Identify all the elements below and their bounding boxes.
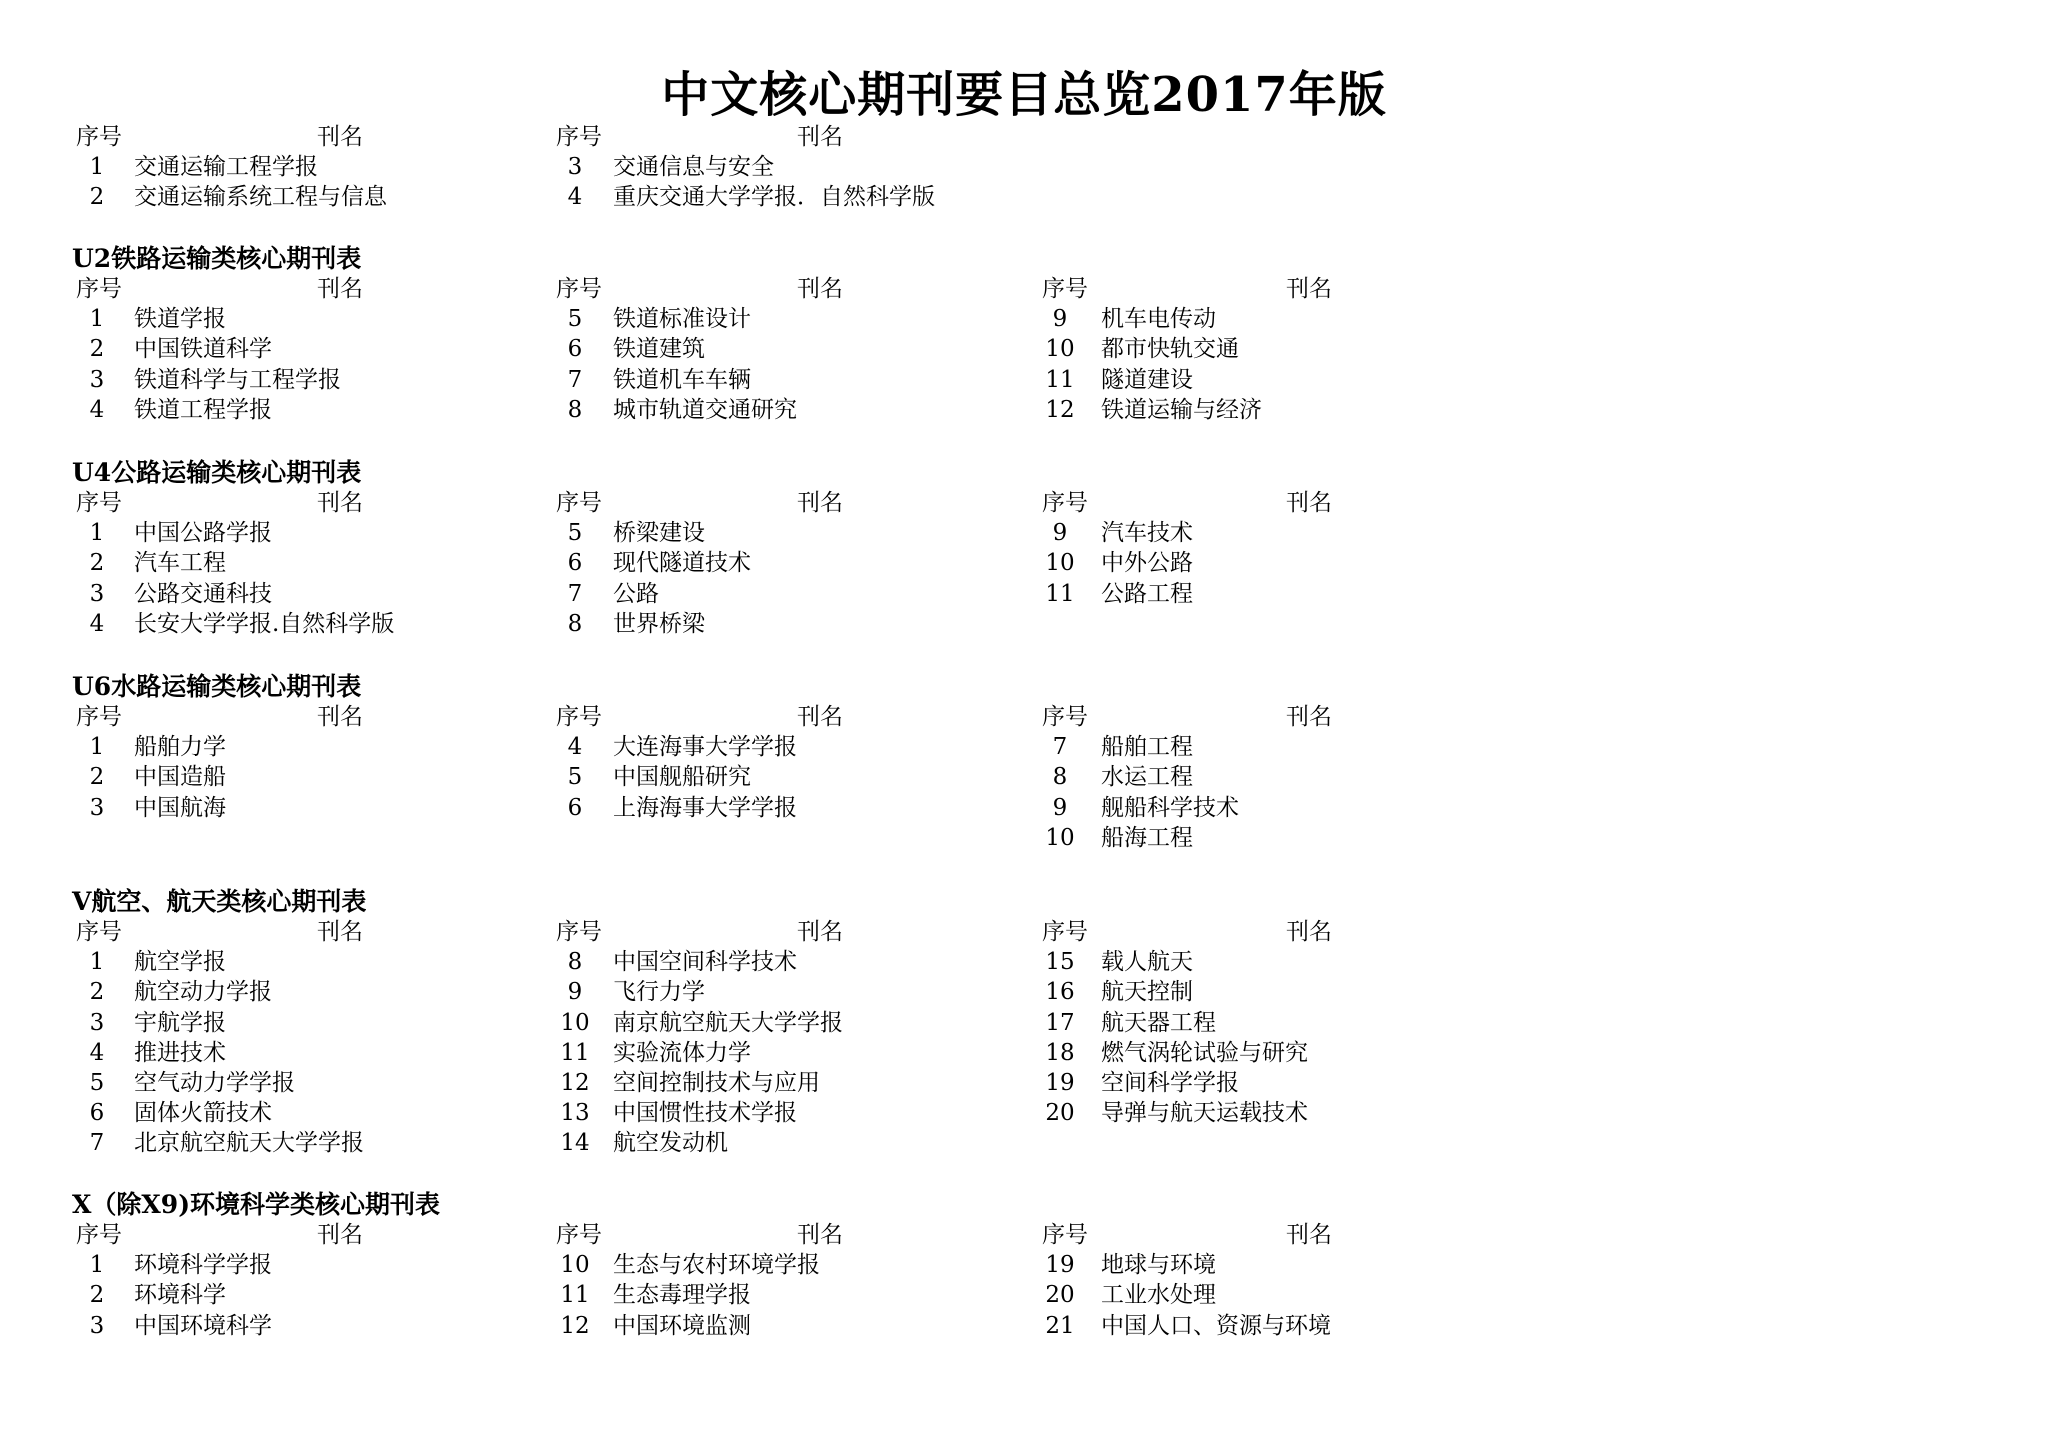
header-seq: 序号	[76, 124, 122, 150]
row-number: 11	[560, 1282, 590, 1309]
journal-name: 现代隧道技术	[613, 550, 751, 577]
journal-name: 地球与环境	[1101, 1252, 1216, 1279]
table-row	[72, 1068, 1452, 1098]
journal-name: 航空发动机	[613, 1130, 728, 1157]
header-name: 刊名	[317, 1222, 363, 1248]
header-name: 刊名	[317, 490, 363, 516]
journal-name: 铁道科学与工程学报	[134, 366, 341, 393]
journal-name: 长安大学学报.自然科学版	[134, 610, 395, 637]
row-number: 1	[89, 154, 105, 181]
header-name: 刊名	[317, 919, 363, 945]
table-header-row	[72, 488, 1452, 518]
journal-name: 世界桥梁	[613, 610, 705, 637]
journal-name: 燃气涡轮试验与研究	[1101, 1039, 1308, 1066]
row-number: 3	[89, 794, 105, 821]
table-row	[72, 1250, 1452, 1280]
journal-name: 环境科学	[134, 1282, 226, 1309]
row-number: 2	[89, 979, 105, 1006]
journal-name: 推进技术	[134, 1039, 226, 1066]
header-seq: 序号	[1042, 490, 1088, 516]
table-header-row	[72, 274, 1452, 304]
header-name: 刊名	[797, 276, 843, 302]
journal-section	[72, 244, 1452, 425]
journal-name: 铁道标准设计	[613, 306, 751, 333]
section-title: U2铁路运输类核心期刊表	[72, 244, 362, 273]
table-row	[72, 395, 1452, 425]
header-seq: 序号	[1042, 919, 1088, 945]
table-row	[72, 823, 1452, 853]
row-number: 5	[567, 764, 583, 791]
journal-name: 铁道运输与经济	[1101, 396, 1262, 423]
journal-name: 水运工程	[1101, 764, 1193, 791]
journal-name: 城市轨道交通研究	[613, 396, 797, 423]
row-number: 13	[560, 1100, 590, 1127]
journal-name: 飞行力学	[613, 979, 705, 1006]
row-number: 4	[89, 396, 105, 423]
row-number: 7	[567, 580, 583, 607]
journal-name: 中国人口、资源与环境	[1101, 1312, 1331, 1339]
row-number: 5	[89, 1069, 105, 1096]
row-number: 9	[1052, 306, 1068, 333]
header-name: 刊名	[1286, 704, 1332, 730]
row-number: 4	[89, 610, 105, 637]
journal-name: 中国公路学报	[134, 520, 272, 547]
journal-name: 北京航空航天大学学报	[134, 1130, 364, 1157]
row-number: 6	[567, 794, 583, 821]
header-name: 刊名	[797, 704, 843, 730]
journal-name: 船舶力学	[134, 734, 226, 761]
row-number: 8	[567, 396, 583, 423]
journal-name: 汽车技术	[1101, 520, 1193, 547]
journal-name: 铁道机车车辆	[613, 366, 751, 393]
journal-name: 实验流体力学	[613, 1039, 751, 1066]
journal-name: 交通信息与安全	[613, 154, 774, 181]
header-seq: 序号	[556, 276, 602, 302]
section-title: U6水路运输类核心期刊表	[72, 672, 362, 701]
journal-name: 交通运输工程学报	[134, 154, 318, 181]
journal-name: 空气动力学学报	[134, 1069, 295, 1096]
header-seq: 序号	[76, 276, 122, 302]
section-title: U4公路运输类核心期刊表	[72, 458, 362, 487]
journal-name: 船海工程	[1101, 824, 1193, 851]
journal-name: 宇航学报	[134, 1009, 226, 1036]
row-number: 12	[1045, 396, 1075, 423]
journal-name: 铁道建筑	[613, 336, 705, 363]
journal-name: 中国空间科学技术	[613, 949, 797, 976]
journal-name: 生态毒理学报	[613, 1282, 751, 1309]
header-seq: 序号	[556, 919, 602, 945]
table-header-row	[72, 1220, 1452, 1250]
header-seq: 序号	[1042, 704, 1088, 730]
journal-name: 空间控制技术与应用	[613, 1069, 820, 1096]
journal-name: 中国环境科学	[134, 1312, 272, 1339]
journal-name: 固体火箭技术	[134, 1100, 272, 1127]
table-header-row	[72, 122, 1452, 152]
row-number: 19	[1045, 1252, 1075, 1279]
journal-name: 隧道建设	[1101, 366, 1193, 393]
row-number: 10	[1045, 550, 1075, 577]
row-number: 9	[567, 979, 583, 1006]
row-number: 1	[89, 734, 105, 761]
row-number: 2	[89, 1282, 105, 1309]
journal-name: 南京航空航天大学学报	[613, 1009, 843, 1036]
header-seq: 序号	[76, 1222, 122, 1248]
journal-name: 环境科学学报	[134, 1252, 272, 1279]
row-number: 11	[1045, 580, 1075, 607]
header-name: 刊名	[797, 919, 843, 945]
row-number: 3	[567, 154, 583, 181]
header-name: 刊名	[317, 704, 363, 730]
section-title: X（除X9)环境科学类核心期刊表	[72, 1190, 441, 1219]
journal-name: 中国造船	[134, 764, 226, 791]
row-number: 2	[89, 184, 105, 211]
header-seq: 序号	[1042, 276, 1088, 302]
journal-name: 中国铁道科学	[134, 336, 272, 363]
row-number: 17	[1045, 1009, 1075, 1036]
row-number: 5	[567, 306, 583, 333]
table-header-row	[72, 702, 1452, 732]
journal-name: 工业水处理	[1101, 1282, 1216, 1309]
journal-name: 铁道学报	[134, 306, 226, 333]
journal-name: 船舶工程	[1101, 734, 1193, 761]
row-number: 12	[560, 1312, 590, 1339]
journal-name: 公路工程	[1101, 580, 1193, 607]
row-number: 20	[1045, 1282, 1075, 1309]
journal-name: 桥梁建设	[613, 520, 705, 547]
header-seq: 序号	[76, 919, 122, 945]
row-number: 1	[89, 520, 105, 547]
row-number: 15	[1045, 949, 1075, 976]
journal-name: 都市快轨交通	[1101, 336, 1239, 363]
journal-name: 汽车工程	[134, 550, 226, 577]
table-row	[72, 1038, 1452, 1068]
row-number: 9	[1052, 520, 1068, 547]
journal-name: 大连海事大学学报	[613, 734, 797, 761]
row-number: 18	[1045, 1039, 1075, 1066]
row-number: 1	[89, 306, 105, 333]
journal-name: 航空学报	[134, 949, 226, 976]
row-number: 5	[567, 520, 583, 547]
table-row	[72, 152, 1452, 182]
table-row	[72, 182, 1452, 212]
row-number: 16	[1045, 979, 1075, 1006]
journal-name: 中国环境监测	[613, 1312, 751, 1339]
row-number: 10	[560, 1009, 590, 1036]
row-number: 4	[567, 734, 583, 761]
row-number: 11	[560, 1039, 590, 1066]
row-number: 1	[89, 1252, 105, 1279]
journal-section	[72, 887, 1452, 1159]
table-row	[72, 1311, 1452, 1341]
table-row	[72, 365, 1452, 395]
row-number: 10	[560, 1252, 590, 1279]
journal-name: 载人航天	[1101, 949, 1193, 976]
row-number: 2	[89, 336, 105, 363]
row-number: 14	[560, 1130, 590, 1157]
table-row	[72, 947, 1452, 977]
journal-name: 中国舰船研究	[613, 764, 751, 791]
table-row	[72, 304, 1452, 334]
header-name: 刊名	[1286, 490, 1332, 516]
journal-section	[72, 1190, 1452, 1341]
row-number: 3	[89, 580, 105, 607]
row-number: 1	[89, 949, 105, 976]
journal-name: 铁道工程学报	[134, 396, 272, 423]
header-name: 刊名	[797, 1222, 843, 1248]
header-seq: 序号	[1042, 1222, 1088, 1248]
row-number: 10	[1045, 336, 1075, 363]
row-number: 3	[89, 1312, 105, 1339]
row-number: 6	[89, 1100, 105, 1127]
row-number: 7	[89, 1130, 105, 1157]
journal-name: 中国惯性技术学报	[613, 1100, 797, 1127]
section-title: V航空、航天类核心期刊表	[72, 887, 367, 916]
header-seq: 序号	[556, 490, 602, 516]
table-row	[72, 579, 1452, 609]
table-row	[72, 518, 1452, 548]
row-number: 10	[1045, 824, 1075, 851]
table-header-row	[72, 917, 1452, 947]
journal-name: 生态与农村环境学报	[613, 1252, 820, 1279]
journal-name: 重庆交通大学学报．自然科学版	[613, 184, 935, 211]
journal-name: 公路	[613, 580, 659, 607]
row-number: 19	[1045, 1069, 1075, 1096]
table-row	[72, 1280, 1452, 1310]
header-seq: 序号	[556, 1222, 602, 1248]
table-row	[72, 548, 1452, 578]
journal-name: 上海海事大学学报	[613, 794, 797, 821]
table-row	[72, 609, 1452, 639]
row-number: 7	[567, 366, 583, 393]
table-row	[72, 977, 1452, 1007]
row-number: 6	[567, 336, 583, 363]
row-number: 8	[567, 610, 583, 637]
header-name: 刊名	[797, 124, 843, 150]
header-seq: 序号	[556, 704, 602, 730]
header-name: 刊名	[317, 124, 363, 150]
journal-name: 舰船科学技术	[1101, 794, 1239, 821]
row-number: 21	[1045, 1312, 1075, 1339]
journal-name: 中外公路	[1101, 550, 1193, 577]
row-number: 11	[1045, 366, 1075, 393]
journal-name: 航天控制	[1101, 979, 1193, 1006]
row-number: 12	[560, 1069, 590, 1096]
row-number: 20	[1045, 1100, 1075, 1127]
journal-name: 空间科学学报	[1101, 1069, 1239, 1096]
row-number: 2	[89, 550, 105, 577]
table-row	[72, 1128, 1452, 1158]
row-number: 3	[89, 366, 105, 393]
journal-name: 交通运输系统工程与信息	[134, 184, 387, 211]
table-row	[72, 1098, 1452, 1128]
row-number: 6	[567, 550, 583, 577]
journal-name: 导弹与航天运载技术	[1101, 1100, 1308, 1127]
table-row	[72, 1008, 1452, 1038]
table-row	[72, 732, 1452, 762]
header-name: 刊名	[1286, 919, 1332, 945]
row-number: 7	[1052, 734, 1068, 761]
journal-name: 中国航海	[134, 794, 226, 821]
journal-section	[72, 672, 1452, 853]
header-name: 刊名	[317, 276, 363, 302]
header-seq: 序号	[556, 124, 602, 150]
journal-section	[72, 122, 1452, 213]
row-number: 4	[89, 1039, 105, 1066]
journal-name: 航天器工程	[1101, 1009, 1216, 1036]
table-row	[72, 334, 1452, 364]
journal-section	[72, 458, 1452, 639]
row-number: 8	[567, 949, 583, 976]
journal-name: 机车电传动	[1101, 306, 1216, 333]
journal-name: 公路交通科技	[134, 580, 272, 607]
row-number: 9	[1052, 794, 1068, 821]
page-title: 中文核心期刊要目总览2017年版	[661, 67, 1387, 123]
row-number: 4	[567, 184, 583, 211]
row-number: 3	[89, 1009, 105, 1036]
header-name: 刊名	[1286, 1222, 1332, 1248]
table-row	[72, 762, 1452, 792]
row-number: 8	[1052, 764, 1068, 791]
journal-name: 航空动力学报	[134, 979, 272, 1006]
table-row	[72, 793, 1452, 823]
row-number: 2	[89, 764, 105, 791]
header-seq: 序号	[76, 490, 122, 516]
header-seq: 序号	[76, 704, 122, 730]
header-name: 刊名	[797, 490, 843, 516]
header-name: 刊名	[1286, 276, 1332, 302]
